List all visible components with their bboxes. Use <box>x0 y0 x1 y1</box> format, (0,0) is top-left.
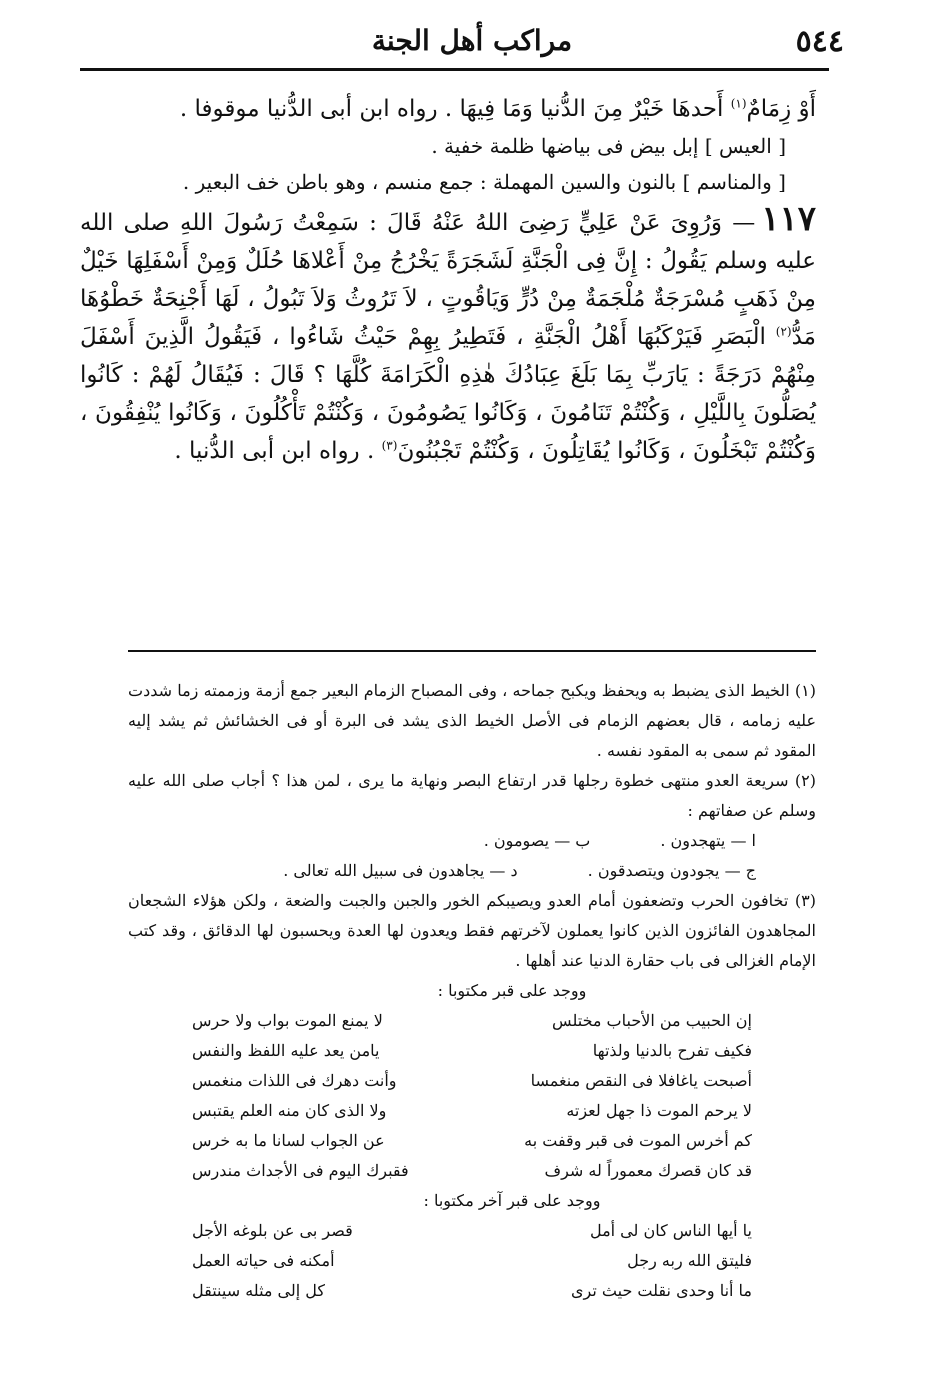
hemistich: أصبحت ياغافلا فى النقص منغمسا <box>530 1071 752 1090</box>
option-d: د — يجاهدون فى سبيل الله تعالى . <box>283 861 518 880</box>
hemistich: عن الجواب لسانا ما به خرس <box>192 1131 385 1150</box>
poem-1 <box>192 1006 752 1186</box>
hemistich: فليتق الله ربه رجل <box>627 1251 752 1270</box>
footnote-1: (١) الخيط الذى يضبط به ويحفظ ويكبح جماحه ، وفى المصباح الزمام البعير جمع أزمة وزممته زما شددت عليه زمامه ، قال بعضهم الزمام فى الأصل الخيط الذى يشد فى البرة أو فى الخشائش ثم يشد إليه المقود ثم سمى به المقود نفسه . <box>128 681 817 760</box>
hadith-text-b: الْبَصَرِ فَيَرْكَبُهَا أَهْلُ الْجَنَّةِ ، فَتَطِيرُ بِهِمْ حَيْثُ شَاءُوا ، فَيَقُولُ الَّذِينَ أَسْفَلَ مِنْهُمْ دَرَجَةً : يَارَبِّ بِمَا بَلَغَ عِبَادُكَ هٰذِهِ الْكَرَامَةَ كُلَّهَا ؟ قَالَ : فَيُقَالُ لَهُمْ : كَانُوا يُصَلُّونَ بِاللَّيْلِ ، وَكُنْتُمْ تَنَامُونَ ، وَكَانُوا يَصُومُونَ ، وَكُنْتُمْ تَأْكُلُونَ ، وَكَانُوا يُنْفِقُونَ ، وَكُنْتُمْ تَبْخَلُونَ ، وَكَانُوا يُقَاتِلُونَ ، وَكُنْتُمْ تَجْبُنُونَ <box>80 324 816 464</box>
hemistich: إن الحبيب من الأحباب مختلس <box>552 1011 752 1030</box>
main-text <box>80 90 816 470</box>
line1-rest: أَحدهَا خَيْرٌ مِنَ الدُّنيا وَمَا فِيهَا . رواه ابن أبى الدُّنيا موقوفا . <box>179 96 731 122</box>
poem2-verse <box>192 1246 752 1276</box>
hemistich: كم أخرس الموت فى قبر وقفت به <box>524 1131 752 1150</box>
option-a: ا — يتهجدون . <box>660 831 756 850</box>
poem2-verse <box>192 1216 752 1246</box>
hemistich: يا أيها الناس كان لى أمل <box>589 1221 752 1240</box>
gloss-manasim: [ والمناسم ] بالنون والسين المهملة : جمع منسم ، وهو باطن خف البعير . <box>182 170 786 194</box>
page-header <box>80 18 864 66</box>
poem2-verse <box>192 1276 752 1306</box>
main-line-1 <box>80 90 816 128</box>
hemistich: يامن يعد عليه اللفظ والنفس <box>192 1041 380 1060</box>
hemistich: وأنت دهرك فى اللذات منغمس <box>192 1071 397 1090</box>
poem1-verse <box>192 1036 752 1066</box>
page-number: ٥٤٤ <box>795 24 844 59</box>
footnote-ref-2: (٢) <box>775 324 792 339</box>
footnote-ref-1: (١) <box>730 96 747 111</box>
hemistich: لا يرحم الموت ذا جهل لعزته <box>566 1101 752 1120</box>
poem1-verse <box>192 1066 752 1096</box>
hadith-number: ١١٧ <box>761 199 816 239</box>
hemistich: ولا الذى كان منه العلم يقتبس <box>192 1101 387 1120</box>
poem-2 <box>192 1216 752 1306</box>
hemistich: أمكنه فى حياته العمل <box>192 1251 335 1270</box>
poem1-verse <box>192 1006 752 1036</box>
footnote-divider <box>128 650 816 652</box>
hemistich: فقبرك اليوم فى الأجداث مندرس <box>192 1161 409 1180</box>
poem1-verse <box>192 1096 752 1126</box>
hemistich: فكيف تفرح بالدنيا ولذتها <box>592 1041 752 1060</box>
hemistich: قصر بى عن بلوغه الأجل <box>192 1221 353 1240</box>
hadith-117 <box>80 200 816 470</box>
hadith-text-a: — وَرُوِىَ عَنْ عَلِيٍّ رَضِىَ اللهُ عَنْهُ قَالَ : سَمِعْتُ رَسُولَ اللهِ صلى الله عليه وسلم يَقُولُ : إِنَّ فِى الْجَنَّةِ لَشَجَرَةً يَخْرُجُ مِنْ أَعْلاهَا حُلَلٌ وَمِنْ أَسْفَلِهَا خَيْلٌ مِنْ ذَهَبٍ مُسْرَجَةٌ مُلْجَمَةٌ مِنْ دُرٍّ وَيَاقُوتٍ ، لاَ تَرُوثُ وَلاَ تَبُولُ ، لَهَا أَجْنِحَةٌ خَطْوُهَا مَدُّ <box>80 210 816 350</box>
hemistich: كل إلى مثله سينتقل <box>192 1281 326 1300</box>
options-row-1 <box>128 826 816 856</box>
option-b: ب — يصومون . <box>483 831 591 850</box>
header-rule <box>80 68 829 71</box>
footnotes <box>128 676 816 1306</box>
page-title: مراكب أهل الجنة <box>371 24 573 57</box>
poem1-verse <box>192 1126 752 1156</box>
poem1-intro: ووجد على قبر مكتوبا : <box>437 981 587 1000</box>
option-c: ج — يجودون ويتصدقون . <box>587 861 756 880</box>
poem1-verse <box>192 1156 752 1186</box>
footnote-2: (٢) سريعة العدو منتهى خطوة رجلها قدر ارتفاع البصر ونهاية ما يرى ، لمن هذا ؟ أجاب صلى الله عليه وسلم عن صفاتهم : <box>128 771 816 820</box>
hemistich: قد كان قصرك معموراً له شرف <box>544 1161 752 1180</box>
hemistich: لا يمنع الموت بواب ولا حرس <box>192 1011 383 1030</box>
hadith-text-c: . رواه ابن أبى الدُّنيا . <box>174 438 382 464</box>
line1-start: أَوْ زِمَامٌ <box>746 96 816 122</box>
footnote-3: (٣) تخافون الحرب وتضعفون أمام العدو ويصيبكم الخور والجبن والجبت والضعة ، ولكن هؤلاء الشجعان المجاهدون الفائزون الذين كانوا يعملون لآخرتهم فقط ويعدون لها العدة ويحسبون لها الدقائق ، وقد كتب الإمام الغزالى فى باب حقارة الدنيا عند أهلها . <box>128 891 816 970</box>
options-row-2 <box>128 856 816 886</box>
poem2-intro: ووجد على قبر آخر مكتوبا : <box>423 1191 601 1210</box>
footnote-ref-3: (٣) <box>381 438 398 453</box>
gloss-ays: [ العيس ] إبل بيض فى بياضها ظلمة خفية . <box>431 134 786 158</box>
hemistich: ما أنا وحدى نقلت حيث ترى <box>571 1281 752 1300</box>
